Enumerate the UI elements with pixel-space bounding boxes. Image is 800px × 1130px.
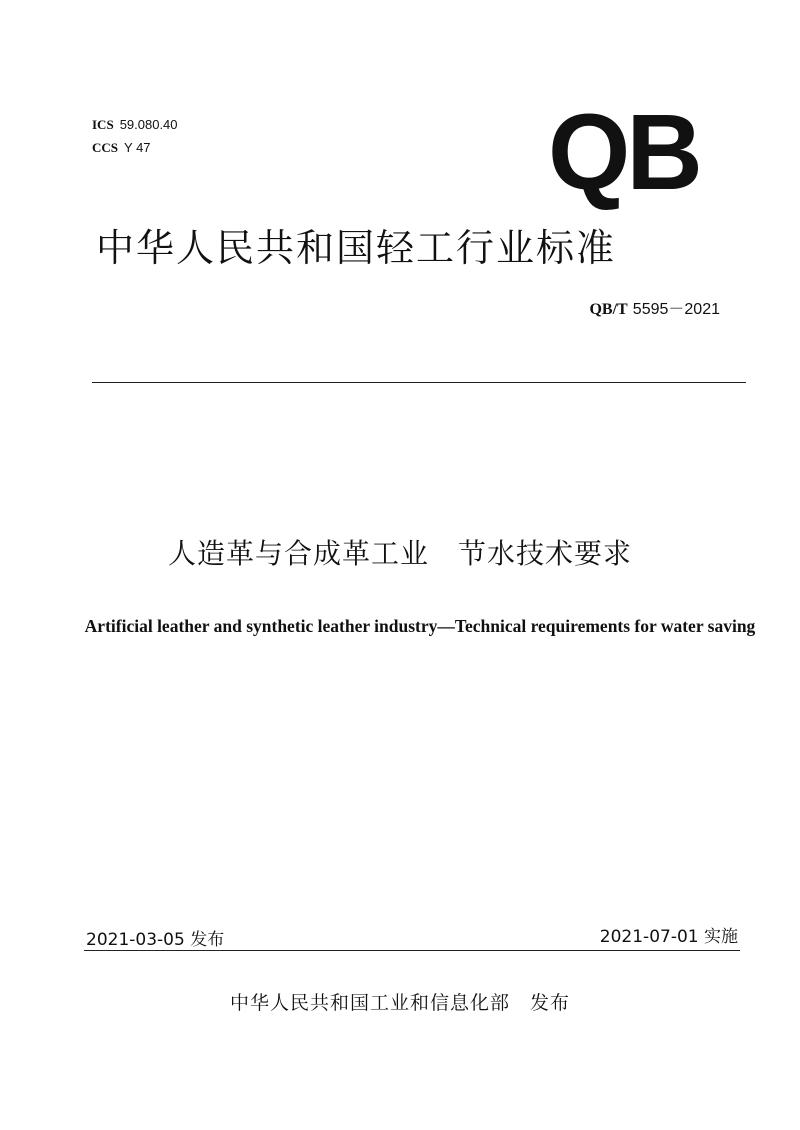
ics-value: 59.080.40 — [119, 117, 178, 132]
header-divider — [92, 382, 746, 383]
ccs-code — [92, 137, 178, 160]
ccs-label: CCS — [92, 140, 119, 155]
document-title-en: Artificial leather and synthetic leather industry—Technical requirements for water saving — [84, 616, 756, 636]
ics-label: ICS — [92, 117, 114, 132]
classification-codes — [92, 114, 178, 160]
implementation-date: 2021-07-01 实施 — [599, 927, 738, 947]
standard-number-value: 5595－2021 — [632, 301, 720, 318]
standard-category-title: 中华人民共和国轻工行业标准 — [96, 226, 617, 270]
ccs-value: Y 47 — [124, 140, 151, 155]
standard-number — [589, 296, 720, 319]
ics-code — [92, 114, 178, 137]
issue-date: 2021-03-05 发布 — [86, 930, 225, 950]
standard-number-prefix: QB/T — [589, 301, 628, 318]
qb-logo: QB — [548, 91, 699, 212]
document-title-zh: 人造革与合成革工业 节水技术要求 — [167, 537, 632, 570]
footer-divider — [84, 950, 740, 951]
issuing-authority: 中华人民共和国工业和信息化部 发布 — [229, 992, 570, 1014]
